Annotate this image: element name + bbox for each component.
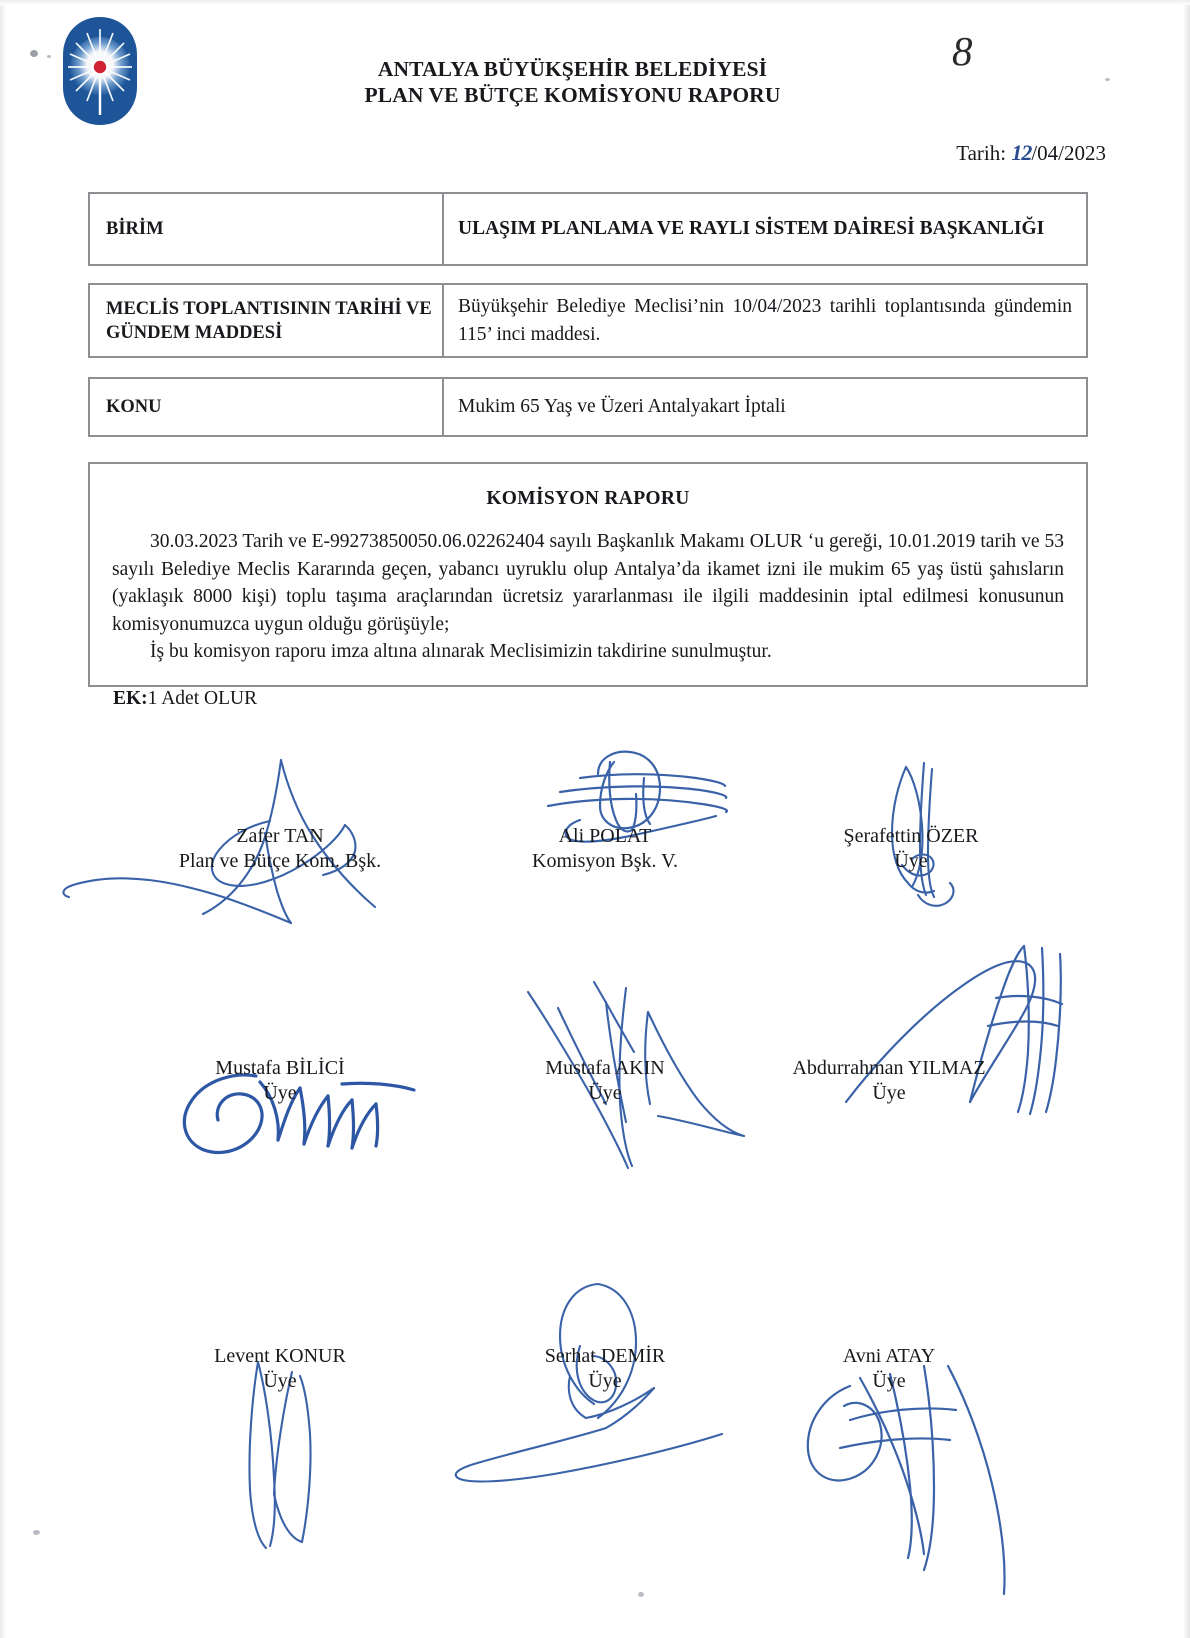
table-row (88, 192, 1088, 266)
field-value: ULAŞIM PLANLAMA VE RAYLI SİSTEM DAİRESİ BAŞKANLIĞI (458, 218, 1045, 239)
report-heading: KOMİSYON RAPORU (486, 488, 690, 509)
signatory-name: Serhat DEMİR (544, 1345, 666, 1367)
signatory-name: Levent KONUR (214, 1345, 346, 1367)
signature-block (440, 824, 770, 874)
signature-block (115, 1056, 445, 1106)
table-row (88, 283, 1088, 358)
header-line-1: ANTALYA BÜYÜKŞEHİR BELEDİYESİ (377, 57, 768, 81)
attachment-line (113, 688, 257, 710)
table-cell-label (90, 379, 444, 435)
table-cell-value (444, 285, 1086, 356)
field-label: BİRİM (106, 219, 164, 239)
signatory-title: Üye (872, 1082, 906, 1104)
header-line-2: PLAN VE BÜTÇE KOMİSYONU RAPORU (364, 83, 781, 107)
signatory-title: Plan ve Bütçe Kom. Bşk. (178, 850, 382, 872)
field-label: KONU (106, 397, 162, 417)
signatory-name: Mustafa AKIN (545, 1057, 665, 1079)
signatory-name: Şerafettin ÖZER (843, 825, 979, 847)
scan-edge-top (0, 0, 1190, 5)
page-number: 8 (952, 28, 973, 74)
signatory-title: Üye (588, 1370, 622, 1392)
document-date (956, 140, 1106, 166)
table-row (88, 377, 1088, 437)
signatory-title: Üye (894, 850, 928, 872)
signatory-title: Üye (872, 1370, 906, 1392)
report-paragraph-2: İş bu komisyon raporu imza altına alınarak Meclisimizin takdirine sunulmuştur. (150, 641, 772, 662)
signatory-title: Üye (588, 1082, 622, 1104)
signatory-title: Komisyon Bşk. V. (532, 850, 678, 872)
field-value: Büyükşehir Belediye Meclisi’nin 10/04/2023 tarihli toplantısında gündemin 115’ inci maddesi. (458, 295, 1072, 345)
signatory-name: Zafer TAN (236, 825, 324, 847)
field-label: MECLİS TOPLANTISININ TARİHİ VE GÜNDEM MADDESİ (106, 298, 432, 343)
signature-block (746, 824, 1076, 874)
signatory-name: Abdurrahman YILMAZ (792, 1057, 986, 1079)
signatory-title: Üye (263, 1370, 297, 1392)
table-cell-label (90, 285, 444, 356)
table-cell-value (444, 194, 1086, 264)
commission-report-box (88, 462, 1088, 687)
attachment-label: EK: (113, 688, 148, 709)
scan-speck (638, 1592, 644, 1597)
signatory-name: Mustafa BİLİCİ (215, 1057, 345, 1079)
scan-edge-right (1183, 0, 1190, 1638)
scan-speck (33, 1530, 40, 1535)
date-rest: /04/2023 (1031, 141, 1106, 165)
attachment-text: 1 Adet OLUR (147, 688, 258, 709)
signature-block (115, 1344, 445, 1394)
date-label: Tarih: (956, 141, 1007, 165)
signature-block (724, 1056, 1054, 1106)
field-value: Mukim 65 Yaş ve Üzeri Antalyakart İptali (458, 396, 786, 417)
table-cell-value (444, 379, 1086, 435)
scan-edge-left (0, 0, 6, 1638)
page-title (0, 56, 1145, 108)
signatory-name: Avni ATAY (842, 1345, 936, 1367)
table-cell-label (90, 194, 444, 264)
date-handwritten-day: 12 (1011, 140, 1032, 165)
signature-block (724, 1344, 1054, 1394)
signatory-title: Üye (263, 1082, 297, 1104)
report-paragraph-1: 30.03.2023 Tarih ve E-99273850050.06.02262404 sayılı Başkanlık Makamı OLUR ‘u gereği, 10.01.2019 tarih ve 53 sayılı Belediye Meclis Kararında geçen, yabancı uyruklu olup Antalya’da ikamet izni ile mukim 65 yaş üstü şahısların (yaklaşık 8000 kişi) toplu taşıma araçlarından ücretsiz yararlanması ile ilgili maddesinin iptal edilmesi konusunun komisyonumuzca uygun olduğu görüşüyle; (112, 531, 1064, 635)
signature-block (440, 1056, 770, 1106)
signature-block (440, 1344, 770, 1394)
signatory-name: Ali POLAT (558, 825, 652, 847)
signature-block (115, 824, 445, 874)
